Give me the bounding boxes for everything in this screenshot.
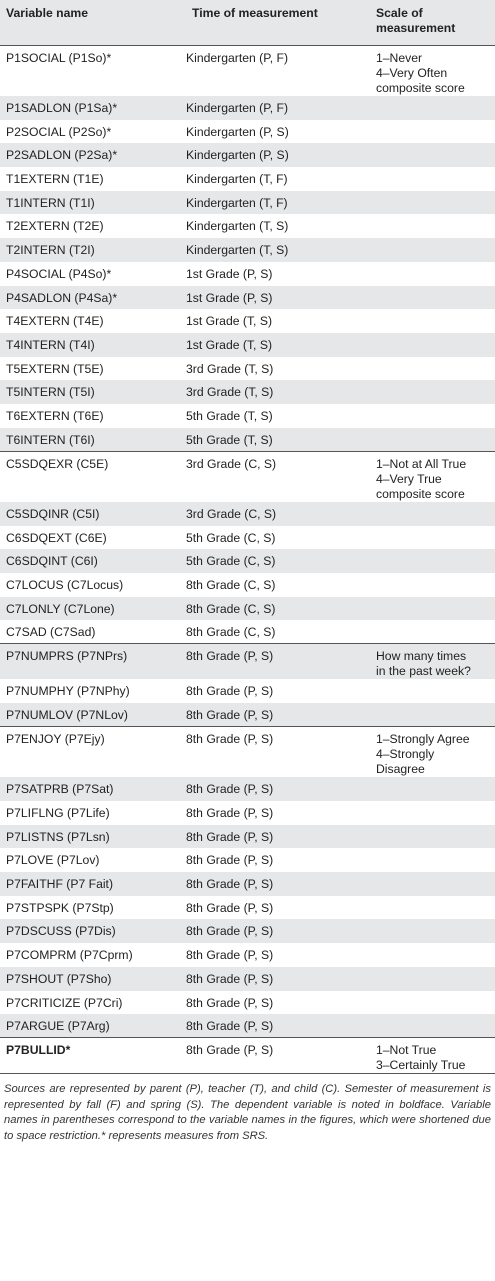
table-row: [0, 549, 495, 573]
table-row: [0, 597, 495, 621]
table-row: [0, 872, 495, 896]
table-row: [0, 96, 495, 120]
scale-cell: [372, 120, 495, 144]
table-group: [0, 451, 495, 644]
table-row: [0, 825, 495, 849]
variable-name-cell: P7COMPRM (P7Cprm): [6, 948, 133, 963]
variable-name-cell: P7CRITICIZE (P7Cri): [6, 995, 123, 1010]
scale-cell: [372, 801, 495, 825]
variable-name-cell: T4EXTERN (T4E): [6, 314, 104, 329]
table-group: [0, 1038, 495, 1074]
time-of-measurement-cell: 1st Grade (P, S): [186, 286, 372, 310]
scale-line: 1–Never: [376, 51, 423, 65]
time-of-measurement-cell: 5th Grade (C, S): [186, 530, 276, 545]
scale-cell: [372, 357, 495, 381]
time-of-measurement-cell: Kindergarten (T, F): [186, 191, 372, 215]
table-row: [0, 1038, 495, 1074]
time-of-measurement-cell: 3rd Grade (C, S): [186, 456, 277, 471]
scale-line: 1–Not True: [376, 1043, 437, 1058]
table-row: [0, 620, 495, 644]
variable-name-cell: T5INTERN (T5I): [0, 380, 186, 404]
variable-name-cell: P7STPSPK (P7Stp): [6, 900, 114, 915]
scale-cell: [372, 143, 495, 167]
time-of-measurement-cell: 8th Grade (P, S): [186, 684, 274, 699]
variable-name-cell: T5EXTERN (T5E): [6, 361, 104, 376]
variable-name-cell: C5SDQINR (C5I): [0, 502, 186, 526]
time-of-measurement-cell: 3rd Grade (T, S): [186, 380, 372, 404]
table-row: [0, 46, 495, 97]
table-header: [0, 0, 495, 46]
variable-name-cell: C7LONLY (C7Lone): [0, 597, 186, 621]
scale-line: How many times: [376, 649, 467, 664]
variable-name-cell: P1SADLON (P1Sa)*: [0, 96, 186, 120]
variable-name-cell: P7NUMLOV (P7NLov): [0, 703, 186, 727]
time-of-measurement-cell: 8th Grade (P, S): [186, 919, 372, 943]
variable-name-cell: T1INTERN (T1I): [0, 191, 186, 215]
table-footnote: Sources are represented by parent (P), teacher (T), and child (C). Semester of measurement is represented by fall (F) and spring (S). The dependent variable is noted in boldface. Variable names in parentheses correspond to the variable names in the figures, which were shortened due to space restriction.* represents measures from SRS.: [4, 1083, 491, 1142]
scale-cell: [372, 777, 495, 801]
table-row: [0, 526, 495, 550]
time-of-measurement-cell: 1st Grade (P, S): [186, 266, 273, 281]
variable-name-cell: P7LOVE (P7Lov): [6, 853, 100, 868]
table-row: [0, 214, 495, 238]
scale-cell: [372, 872, 495, 896]
time-of-measurement-cell: Kindergarten (T, S): [186, 238, 372, 262]
table-row: [0, 451, 495, 502]
scale-cell: [372, 967, 495, 991]
time-of-measurement-cell: 8th Grade (P, S): [186, 853, 274, 868]
table-row: [0, 943, 495, 967]
variable-name-cell: C6SDQINT (C6I): [0, 549, 186, 573]
scale-cell: [372, 502, 495, 526]
table-row: [0, 502, 495, 526]
scale-line: composite score: [376, 81, 465, 95]
scale-cell: [372, 380, 495, 404]
variable-name-cell: C5SDQEXR (C5E): [6, 456, 109, 471]
table-row: [0, 777, 495, 801]
scale-cell: [372, 573, 495, 597]
table-row: [0, 333, 495, 357]
scale-cell: [372, 309, 495, 333]
time-of-measurement-cell: 8th Grade (P, S): [186, 948, 274, 963]
variable-name-cell: T1EXTERN (T1E): [6, 172, 104, 187]
scale-line: Disagree: [376, 762, 425, 777]
scale-cell: [372, 262, 495, 286]
table-row: [0, 286, 495, 310]
time-of-measurement-cell: Kindergarten (P, S): [186, 143, 372, 167]
table-row: [0, 727, 495, 778]
time-of-measurement-cell: 8th Grade (P, S): [186, 1014, 372, 1038]
time-of-measurement-cell: 8th Grade (C, S): [186, 577, 276, 592]
variable-name-cell: C7SAD (C7Sad): [0, 620, 186, 644]
time-of-measurement-cell: 8th Grade (P, S): [186, 825, 372, 849]
scale-cell: [372, 286, 495, 310]
scale-cell: [372, 1038, 495, 1074]
scale-cell: [372, 896, 495, 920]
variable-name-cell: P7ENJOY (P7Ejy): [6, 732, 105, 747]
table-row: [0, 191, 495, 215]
time-of-measurement-cell: 1st Grade (T, S): [186, 314, 273, 329]
table-row: [0, 679, 495, 703]
scale-cell: [372, 991, 495, 1015]
time-of-measurement-cell: 8th Grade (C, S): [186, 597, 372, 621]
scale-line: composite score: [376, 486, 465, 501]
table-row: [0, 262, 495, 286]
time-of-measurement-cell: 8th Grade (P, S): [186, 1038, 372, 1074]
variable-name-cell: P4SADLON (P4Sa)*: [0, 286, 186, 310]
header-variable-name: Variable name: [0, 0, 186, 46]
variable-name-cell: P7SATPRB (P7Sat): [0, 777, 186, 801]
scale-cell: [372, 943, 495, 967]
time-of-measurement-cell: 8th Grade (P, S): [186, 995, 274, 1010]
time-of-measurement-cell: 8th Grade (P, S): [186, 703, 372, 727]
time-of-measurement-cell: 8th Grade (P, S): [186, 644, 372, 680]
variable-name-cell: P4SOCIAL (P4So)*: [6, 266, 112, 281]
scale-cell: [372, 451, 495, 502]
scale-cell: [372, 1014, 495, 1038]
time-of-measurement-cell: 5th Grade (T, S): [186, 408, 273, 423]
variable-name-cell: P2SADLON (P2Sa)*: [0, 143, 186, 167]
table-row: [0, 919, 495, 943]
variable-name-cell: P7LISTNS (P7Lsn): [0, 825, 186, 849]
variable-name-cell: P7BULLID*: [0, 1038, 186, 1074]
time-of-measurement-cell: 3rd Grade (C, S): [186, 502, 372, 526]
scale-cell: [372, 679, 495, 703]
table-row: [0, 167, 495, 191]
scale-cell: [372, 191, 495, 215]
table-group: [0, 644, 495, 727]
variable-name-cell: T2INTERN (T2I): [0, 238, 186, 262]
time-of-measurement-cell: Kindergarten (P, F): [186, 96, 372, 120]
scale-cell: [372, 238, 495, 262]
variable-name-cell: T6INTERN (T6I): [0, 428, 186, 452]
variable-name-cell: P7NUMPHY (P7NPhy): [6, 684, 130, 699]
scale-line: 3–Certainly True: [376, 1058, 466, 1073]
scale-cell: [372, 727, 495, 778]
table-row: [0, 357, 495, 381]
time-of-measurement-cell: 8th Grade (P, S): [186, 777, 372, 801]
table-row: [0, 848, 495, 872]
variable-name-cell: P7SHOUT (P7Sho): [0, 967, 186, 991]
variable-name-cell: P7NUMPRS (P7NPrs): [0, 644, 186, 680]
table-row: [0, 120, 495, 144]
time-of-measurement-cell: 5th Grade (T, S): [186, 428, 372, 452]
table-row: [0, 896, 495, 920]
variable-name-cell: P1SOCIAL (P1So)*: [6, 51, 112, 65]
variable-name-cell: P7DSCUSS (P7Dis): [0, 919, 186, 943]
time-of-measurement-cell: 8th Grade (P, S): [186, 967, 372, 991]
table-row: [0, 143, 495, 167]
scale-cell: [372, 214, 495, 238]
scale-cell: [372, 428, 495, 452]
variable-name-cell: T6EXTERN (T6E): [6, 408, 104, 423]
variable-name-cell: P7FAITHF (P7 Fait): [0, 872, 186, 896]
time-of-measurement-cell: 5th Grade (C, S): [186, 549, 372, 573]
scale-cell: [372, 333, 495, 357]
scale-line: 4–Strongly: [376, 747, 435, 762]
scale-line: 4–Very Often: [376, 66, 448, 80]
scale-cell: [372, 96, 495, 120]
scale-cell: [372, 919, 495, 943]
header-time-of-measurement: Time of measurement: [186, 0, 372, 46]
time-of-measurement-cell: Kindergarten (T, F): [186, 172, 288, 187]
time-of-measurement-cell: Kindergarten (T, S): [186, 219, 289, 234]
scale-cell: [372, 644, 495, 680]
scale-line: 4–Very True: [376, 471, 442, 486]
time-of-measurement-cell: 1st Grade (T, S): [186, 333, 372, 357]
table-row: [0, 991, 495, 1015]
scale-cell: [372, 46, 495, 97]
time-of-measurement-cell: 8th Grade (P, S): [186, 732, 274, 747]
variable-name-cell: T2EXTERN (T2E): [6, 219, 104, 234]
table-group: [0, 46, 495, 452]
time-of-measurement-cell: Kindergarten (P, F): [186, 51, 289, 65]
table-row: [0, 644, 495, 680]
scale-line: in the past week?: [376, 664, 471, 679]
scale-cell: [372, 597, 495, 621]
time-of-measurement-cell: 8th Grade (C, S): [186, 620, 372, 644]
header-scale-of-measurement: Scale of measurement: [372, 0, 495, 46]
time-of-measurement-cell: 8th Grade (P, S): [186, 900, 274, 915]
table-row: [0, 309, 495, 333]
table-group: [0, 727, 495, 1038]
table-row: [0, 967, 495, 991]
variable-name-cell: T4INTERN (T4I): [0, 333, 186, 357]
scale-line: 1–Not at All True: [376, 456, 467, 471]
scale-line: 1–Strongly Agree: [376, 732, 470, 747]
variable-name-cell: C7LOCUS (C7Locus): [6, 577, 124, 592]
table-row: [0, 380, 495, 404]
scale-cell: [372, 404, 495, 428]
table-row: [0, 428, 495, 452]
table-row: [0, 1014, 495, 1038]
time-of-measurement-cell: 8th Grade (P, S): [186, 806, 274, 820]
scale-cell: [372, 825, 495, 849]
table-row: [0, 238, 495, 262]
scale-cell: [372, 703, 495, 727]
table-row: [0, 404, 495, 428]
table-row: [0, 573, 495, 597]
variable-name-cell: P7LIFLNG (P7Life): [6, 806, 110, 820]
scale-cell: [372, 620, 495, 644]
scale-cell: [372, 167, 495, 191]
scale-cell: [372, 526, 495, 550]
time-of-measurement-cell: 8th Grade (P, S): [186, 872, 372, 896]
scale-cell: [372, 848, 495, 872]
scale-cell: [372, 549, 495, 573]
variable-name-cell: P7ARGUE (P7Arg): [0, 1014, 186, 1038]
table-row: [0, 801, 495, 825]
time-of-measurement-cell: 3rd Grade (T, S): [186, 361, 274, 376]
table-row: [0, 703, 495, 727]
variable-name-cell: C6SDQEXT (C6E): [6, 530, 107, 545]
variable-name-cell: P2SOCIAL (P2So)*: [6, 124, 112, 139]
time-of-measurement-cell: Kindergarten (P, S): [186, 124, 289, 139]
